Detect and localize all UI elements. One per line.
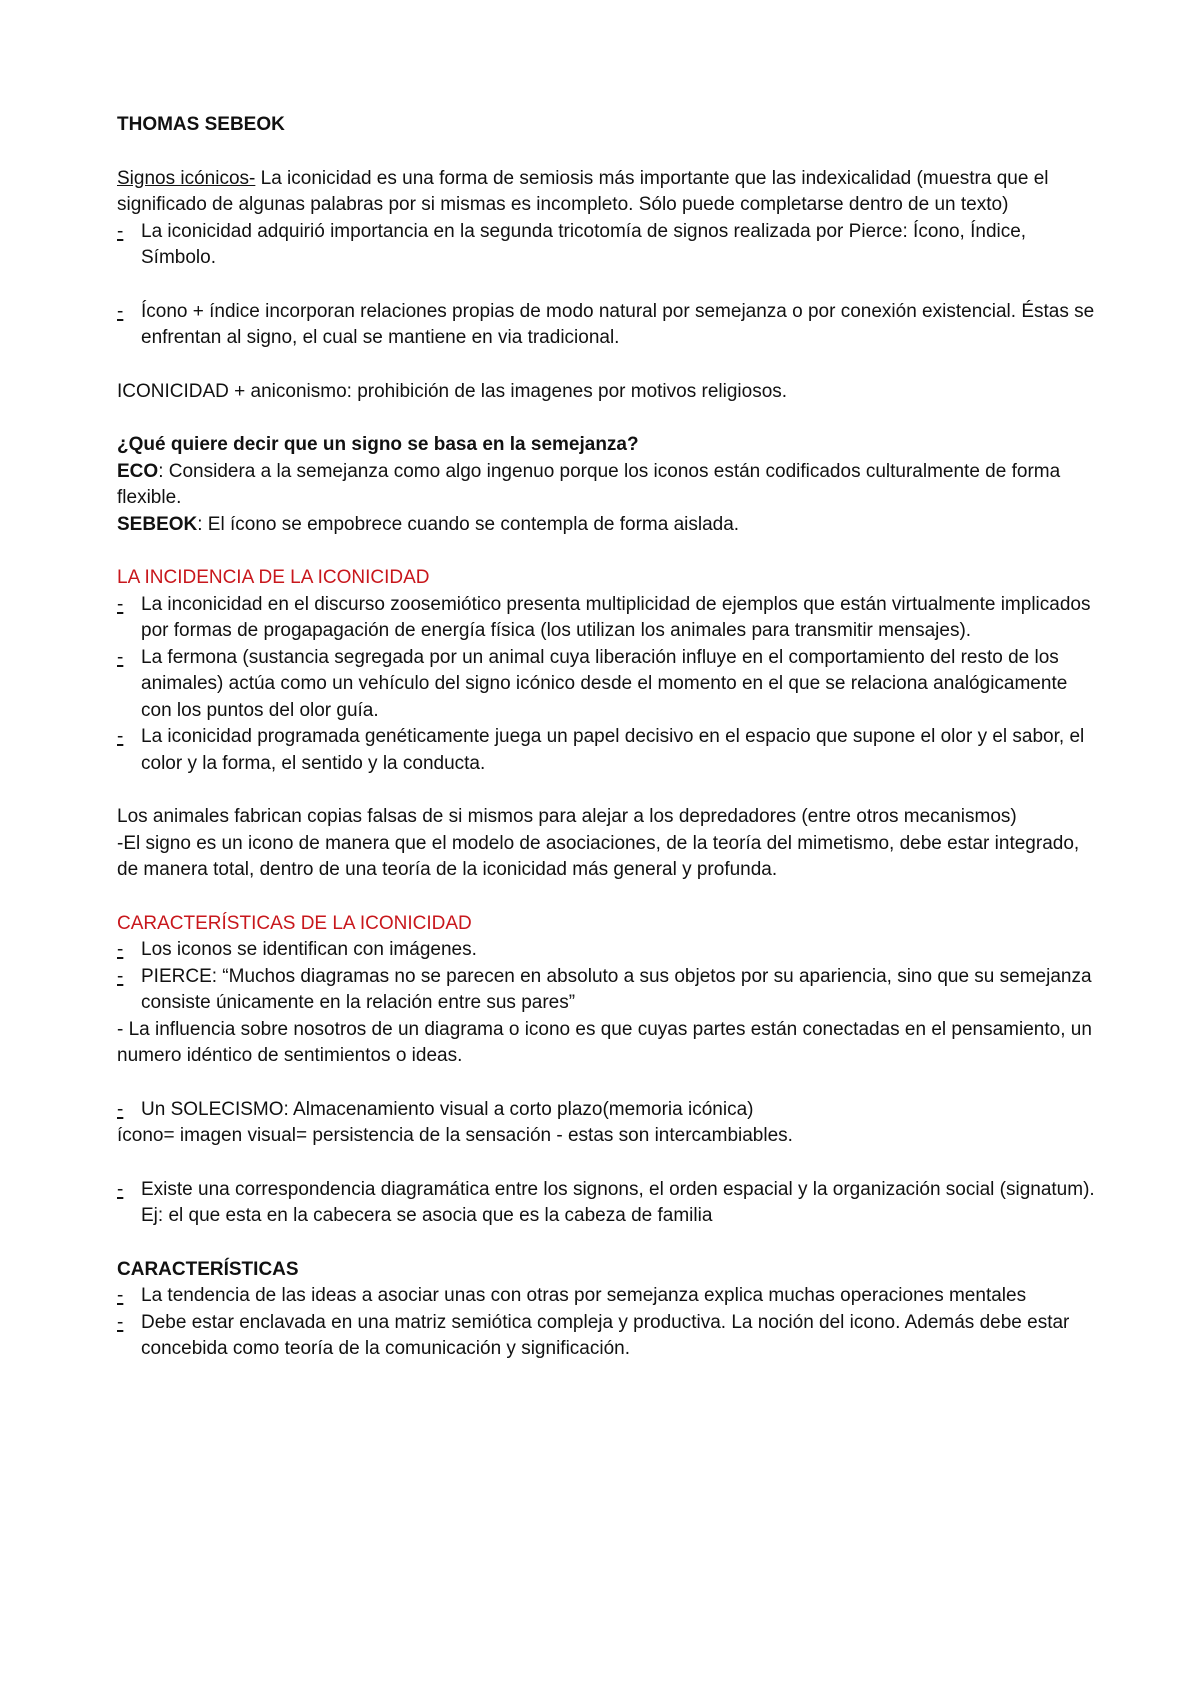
bullet-item [117, 937, 1097, 964]
bullet-item [117, 1177, 1097, 1230]
bullet-item [117, 964, 1097, 1017]
bullet-text: La tendencia de las ideas a asociar unas con otras por semejanza explica muchas operaciones mentales [141, 1285, 1027, 1306]
bullet-item [117, 1097, 1097, 1124]
sebeok-paragraph [117, 512, 1097, 539]
bullet-item [117, 1283, 1097, 1310]
dash-marker: - [117, 1178, 124, 1200]
eco-text: : Considera a la semejanza como algo ingenuo porque los iconos están codificados culturalmente de forma flexible. [117, 460, 1061, 508]
dash-marker: - [117, 220, 124, 242]
document-page [117, 112, 1097, 1363]
caracteristicas-iconicidad-heading: CARACTERÍSTICAS DE LA ICONICIDAD [117, 912, 472, 934]
dash-marker: - [117, 593, 124, 615]
bullet-text: Existe una correspondencia diagramática entre los signons, el orden espacial y la organización social (signatum). Ej: el que esta en la cabecera se asocia que es la cabeza de familia [141, 1178, 1095, 1226]
bullet-text: Un SOLECISMO: Almacenamiento visual a corto plazo(memoria icónica) [141, 1098, 754, 1120]
dash-marker: - [117, 1098, 124, 1120]
signos-paragraph [117, 166, 1097, 219]
bullet-text: Debe estar enclavada en una matriz semiótica compleja y productiva. La noción del icono. Además debe estar concebida como teoría de la comunicación y significación. [141, 1311, 1070, 1359]
bullet-text: La iconicidad programada genéticamente juega un papel decisivo en el espacio que supone el olor y el sabor, el color y la forma, el sentido y la conducta. [141, 726, 1085, 774]
bullet-item [117, 219, 1097, 272]
bullet-text: La inconicidad en el discurso zoosemiótico presenta multiplicidad de ejemplos que están virtualmente implicados por formas de progapagación de energía física (los utilizan los animales para transmitir mensajes). [141, 593, 1091, 641]
bullet-item [117, 645, 1097, 725]
dash-marker: - [117, 300, 124, 322]
dash-marker: - [117, 1311, 124, 1333]
influencia-paragraph: - La influencia sobre nosotros de un diagrama o icono es que cuyas partes están conectadas en el pensamiento, un numero idéntico de sentimientos o ideas. [117, 1018, 1092, 1066]
bullet-text: La fermona (sustancia segregada por un animal cuya liberación influye en el comportamiento del resto de los animales) actúa como un vehículo del signo icónico desde el momento en el que se relaciona analógicamente con los puntos del olor guía. [141, 646, 1068, 721]
mimetismo-paragraph: -El signo es un icono de manera que el modelo de asociaciones, de la teoría del mimetismo, debe estar integrado, de manera total, dentro de una teoría de la iconicidad más general y profunda. [117, 832, 1080, 880]
signos-label: Signos icónicos- [117, 167, 256, 189]
bullet-item [117, 592, 1097, 645]
bullet-item [117, 1310, 1097, 1363]
bullet-item [117, 724, 1097, 777]
incidencia-heading: LA INCIDENCIA DE LA ICONICIDAD [117, 567, 430, 588]
bullet-text: PIERCE: “Muchos diagramas no se parecen en absoluto a sus objetos por su apariencia, sino que su semejanza consiste únicamente en la relación entre sus pares” [141, 965, 1092, 1013]
caracteristicas-heading: CARACTERÍSTICAS [117, 1258, 299, 1280]
bullet-text: Los iconos se identifican con imágenes. [141, 939, 477, 960]
animales-paragraph: Los animales fabrican copias falsas de si mismos para alejar a los depredadores (entre otros mecanismos) [117, 806, 1017, 827]
document-title: THOMAS SEBEOK [117, 114, 285, 135]
eco-paragraph [117, 459, 1097, 512]
dash-marker: - [117, 646, 124, 668]
aniconismo-line: ICONICIDAD + aniconismo: prohibición de las imagenes por motivos religiosos. [117, 380, 788, 402]
signos-text: La iconicidad es una forma de semiosis más importante que las indexicalidad (muestra que el significado de algunas palabras por si mismas es incompleto. Sólo puede completarse dentro de un texto) [117, 167, 1049, 215]
sebeok-text: : El ícono se empobrece cuando se contempla de forma aislada. [197, 513, 740, 535]
dash-marker: - [117, 726, 124, 747]
dash-marker: - [117, 965, 124, 987]
icono-line: ícono= imagen visual= persistencia de la sensación - estas son intercambiables. [117, 1125, 793, 1146]
dash-marker: - [117, 939, 124, 960]
question-heading: ¿Qué quiere decir que un signo se basa en la semejanza? [117, 434, 639, 455]
bullet-text: Ícono + índice incorporan relaciones propias de modo natural por semejanza o por conexión existencial. Éstas se enfrentan al signo, el cual se mantiene en via tradicional. [141, 300, 1095, 348]
bullet-item [117, 299, 1097, 352]
eco-label: ECO [117, 460, 159, 482]
sebeok-label: SEBEOK [117, 513, 198, 535]
bullet-text: La iconicidad adquirió importancia en la segunda tricotomía de signos realizada por Pierce: Ícono, Índice, Símbolo. [141, 220, 1027, 268]
dash-marker: - [117, 1285, 124, 1306]
